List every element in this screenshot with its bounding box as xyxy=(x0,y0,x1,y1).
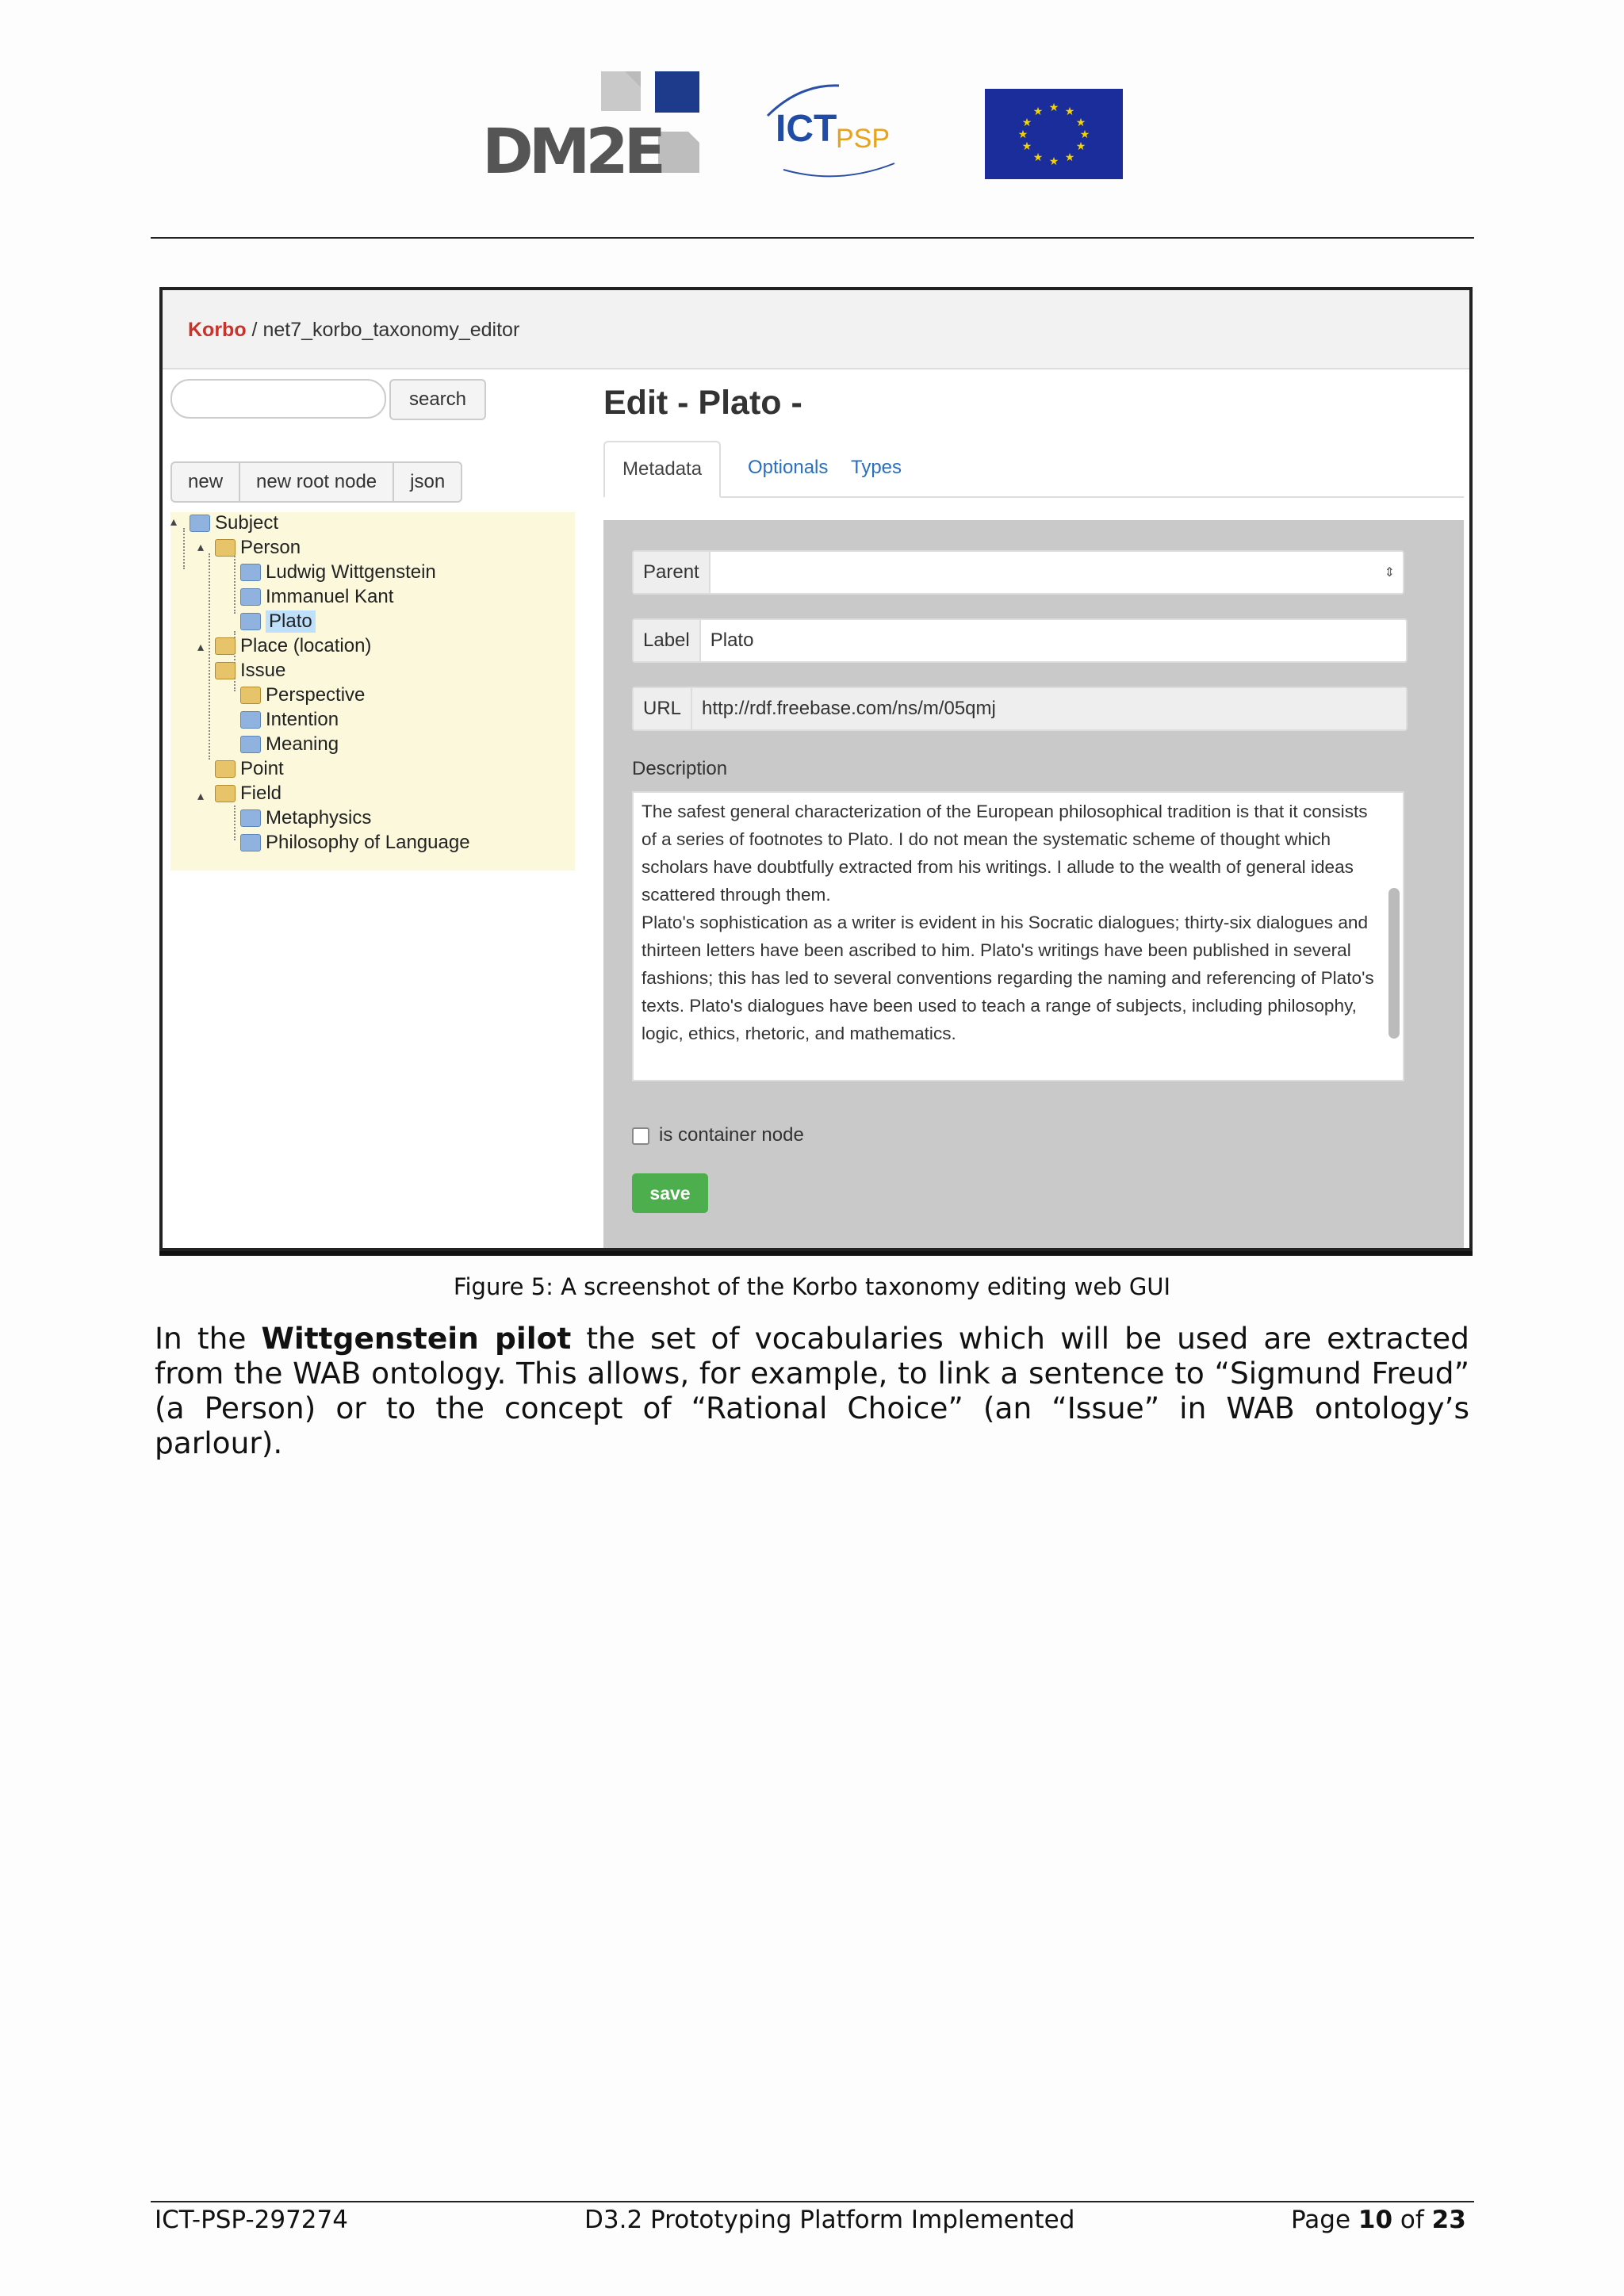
current-page: 10 xyxy=(1358,2206,1393,2234)
collapse-toggle[interactable]: ▴ xyxy=(170,515,178,529)
tree-node[interactable]: Point xyxy=(215,758,284,780)
tree-node[interactable]: Issue xyxy=(215,660,285,682)
container-node-checkbox[interactable] xyxy=(632,1127,649,1145)
svg-text:★: ★ xyxy=(1021,117,1032,129)
dm2e-logo-text: DM2E xyxy=(482,117,661,174)
svg-text:★: ★ xyxy=(1048,155,1059,168)
tab-bar xyxy=(603,441,1464,498)
search-input[interactable] xyxy=(170,379,386,419)
tree-node[interactable]: Immanuel Kant xyxy=(240,586,393,608)
folder-icon xyxy=(215,539,236,557)
svg-text:★: ★ xyxy=(1032,105,1044,118)
tree-node[interactable]: Metaphysics xyxy=(240,807,371,829)
tree-button-group xyxy=(170,461,462,503)
folder-icon xyxy=(215,785,236,802)
svg-text:★: ★ xyxy=(1021,140,1032,153)
tree-node[interactable]: Field xyxy=(215,783,282,805)
url-value: http://rdf.freebase.com/ns/m/05qmj xyxy=(692,688,1406,729)
svg-text:★: ★ xyxy=(1048,101,1059,114)
url-label: URL xyxy=(634,688,692,729)
container-node-label: is container node xyxy=(659,1124,804,1146)
tab-metadata[interactable]: Metadata xyxy=(603,441,721,498)
tree-node[interactable]: Philosophy of Language xyxy=(240,832,470,854)
collapse-toggle[interactable]: ▴ xyxy=(197,641,205,654)
folder-icon xyxy=(240,687,261,704)
ict-logo-text: ICT xyxy=(776,108,837,150)
node-icon xyxy=(240,736,261,753)
select-arrows-icon: ⇕ xyxy=(1384,566,1395,580)
metadata-form xyxy=(603,520,1464,1249)
total-pages: 23 xyxy=(1431,2206,1466,2234)
parent-value xyxy=(710,552,1375,593)
description-text: The safest general characterization of the European philosophical tradition is that it consists of a series of footnotes to Plato. I do not mean the systematic scheme of thought which scholars have doubtfully extracted from his writings. I allude to the wealth of general ideas scattered through them. Plato's sophistication as a writer is evident in his Socratic dialogues; thirty-six dialogues and thirteen letters have been ascribed to him. Plato's writings have been published in several fashions; this has led to several conventions regarding the naming and referencing of Plato's texts. Plato's dialogues have been used to teach a range of subjects, including philosophy, logic, ethics, rhetoric, and mathematics. xyxy=(642,802,1374,1043)
psp-logo-text: PSP xyxy=(836,124,891,154)
search-button[interactable]: search xyxy=(389,379,486,420)
svg-text:★: ★ xyxy=(1017,128,1028,141)
svg-text:★: ★ xyxy=(1064,151,1075,164)
breadcrumb-separator: / xyxy=(246,319,263,341)
para-text-bold: Wittgenstein pilot xyxy=(261,1321,572,1356)
parent-label: Parent xyxy=(634,552,710,593)
json-button[interactable]: json xyxy=(410,471,446,492)
label-value: Plato xyxy=(710,629,754,651)
folder-icon xyxy=(215,760,236,778)
description-label: Description xyxy=(632,758,728,779)
save-button[interactable]: save xyxy=(632,1173,708,1213)
folder-icon xyxy=(215,637,236,655)
node-icon xyxy=(240,809,261,827)
url-field[interactable] xyxy=(632,687,1408,731)
figure-caption: Figure 5: A screenshot of the Korbo taxonomy editing web GUI xyxy=(453,1273,1171,1300)
app-topbar xyxy=(163,290,1469,369)
label-field[interactable] xyxy=(632,618,1408,663)
label-label: Label xyxy=(634,620,701,661)
description-scrollbar[interactable] xyxy=(1388,888,1400,1039)
node-icon xyxy=(240,711,261,729)
ict-psp-logo xyxy=(752,76,902,187)
tree-node[interactable]: Perspective xyxy=(240,684,365,706)
svg-text:★: ★ xyxy=(1075,140,1086,153)
collapse-toggle[interactable]: ▴ xyxy=(197,790,205,803)
svg-text:★: ★ xyxy=(1064,105,1075,118)
node-icon xyxy=(240,613,261,630)
svg-text:★: ★ xyxy=(1075,117,1086,129)
para-text-pre: In the xyxy=(155,1321,262,1356)
taxonomy-tree xyxy=(170,512,575,871)
tree-node[interactable]: Place (location) xyxy=(215,635,371,657)
tree-node[interactable]: Meaning xyxy=(240,733,339,756)
tree-node[interactable]: Intention xyxy=(240,709,339,731)
footer-project-id: ICT-PSP-297274 xyxy=(155,2206,348,2234)
new-root-node-button[interactable]: new root node xyxy=(240,463,394,501)
edit-title: Edit - Plato - xyxy=(603,384,802,422)
footer-rule xyxy=(151,2201,1474,2202)
brand-link[interactable]: Korbo xyxy=(188,319,247,341)
node-icon xyxy=(190,515,210,532)
korbo-screenshot xyxy=(159,287,1473,1251)
tree-node[interactable]: Ludwig Wittgenstein xyxy=(240,561,436,584)
node-icon xyxy=(240,564,261,581)
folder-icon xyxy=(215,662,236,679)
new-button[interactable]: new xyxy=(172,463,240,501)
node-icon xyxy=(240,834,261,851)
tab-types[interactable]: Types xyxy=(851,457,902,478)
dm2e-logo xyxy=(482,71,699,174)
tree-node[interactable]: Subject xyxy=(190,512,278,534)
body-paragraph xyxy=(155,1321,1469,1460)
eu-flag xyxy=(985,89,1123,179)
footer-page-number: Page 10 of 23 xyxy=(1291,2206,1466,2234)
breadcrumb xyxy=(188,319,519,342)
header-rule xyxy=(151,237,1474,239)
footer-document-title: D3.2 Prototyping Platform Implemented xyxy=(584,2206,1075,2234)
breadcrumb-path: net7_korbo_taxonomy_editor xyxy=(262,319,520,341)
tree-node[interactable]: Person xyxy=(215,537,301,559)
tree-node-selected[interactable]: Plato xyxy=(240,610,316,633)
svg-text:★: ★ xyxy=(1032,151,1044,164)
tab-optionals[interactable]: Optionals xyxy=(748,457,829,478)
collapse-toggle[interactable]: ▴ xyxy=(197,541,205,554)
description-textarea[interactable] xyxy=(632,791,1404,1081)
para-text-post: the set of vocabularies which will be used are extracted from the WAB ontology. This allows, for example, to link a sentence to “Sigmund Freud” (a Person) or to the concept of “Rational Choice” (an “Issue” in WAB ontology’s parlour). xyxy=(155,1321,1469,1460)
parent-select[interactable] xyxy=(632,550,1404,595)
svg-text:★: ★ xyxy=(1079,128,1090,141)
node-icon xyxy=(240,588,261,606)
